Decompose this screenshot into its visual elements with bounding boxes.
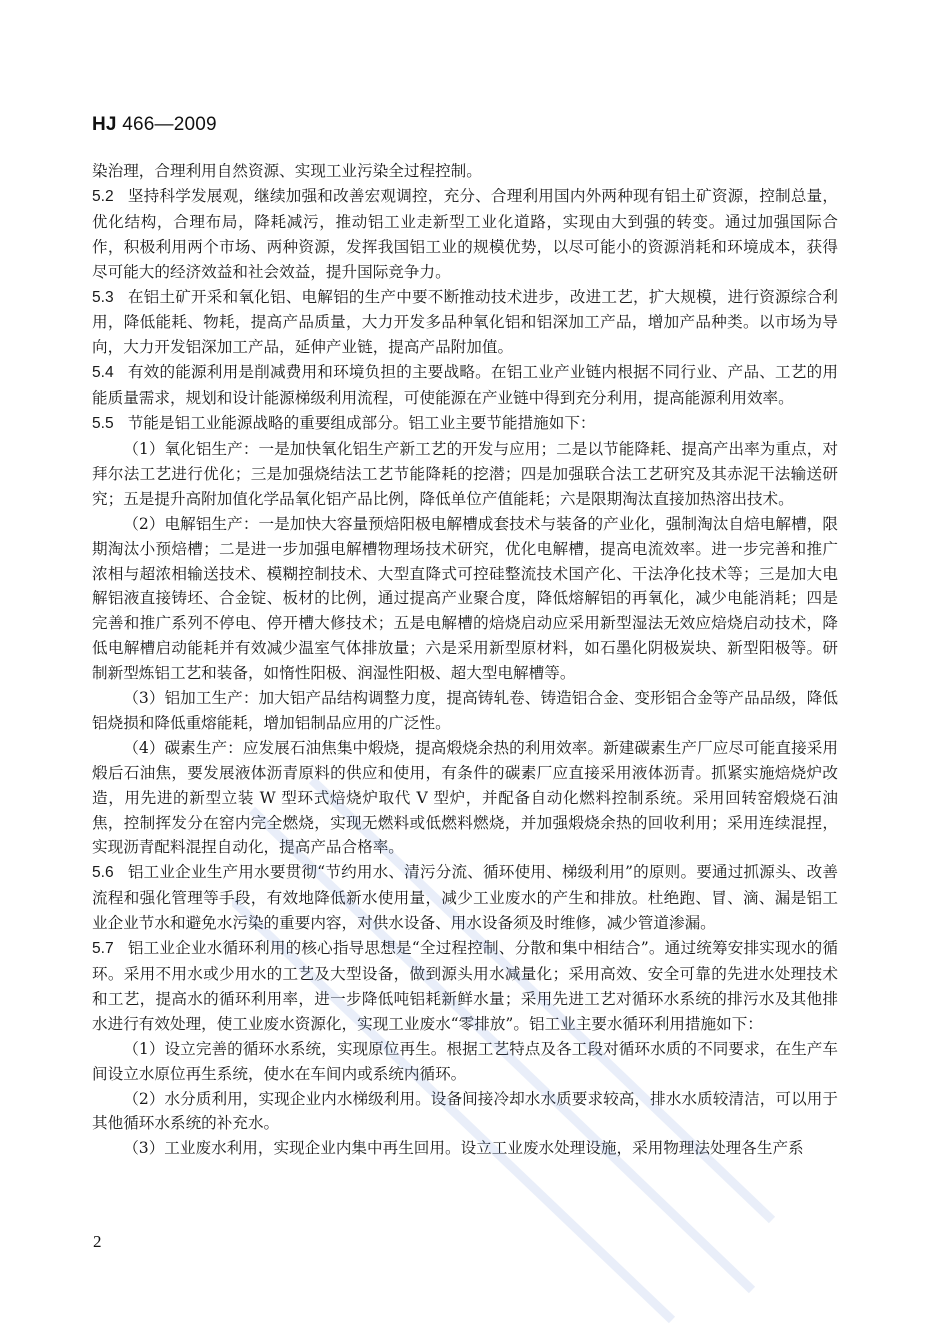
sub-item (92, 686, 838, 736)
paragraph-text: （1）氧化铝生产：一是加快氧化铝生产新工艺的开发与应用；二是以节能降耗、提高产出率为重点，对拜尔法工艺进行优化；三是加强烧结法工艺节能降耗的挖潜；四是加强联合法工艺研究及其赤泥干法输送研究；五是提升高附加值化学品氧化铝产品比例，降低单位产值能耗；六是限期淘汰直接加热溶出技术。 (92, 439, 838, 508)
clause-number: 5.6 (92, 864, 114, 882)
clause-number: 5.5 (92, 415, 114, 433)
sub-item (92, 512, 838, 686)
clause-number: 5.4 (92, 364, 114, 382)
paragraph-text: （3）工业废水利用，实现企业内集中再生回用。设立工业废水处理设施，采用物理法处理各生产系 (123, 1139, 804, 1158)
clause-number: 5.7 (92, 940, 114, 958)
sub-item (92, 736, 838, 861)
paragraph (92, 860, 838, 936)
paragraph-text: 节能是铝工业能源战略的重要组成部分。铝工业主要节能措施如下： (127, 414, 596, 433)
sub-item (92, 437, 838, 512)
paragraph (92, 285, 838, 361)
paragraph-text: （2）电解铝生产：一是加快大容量预焙阳极电解槽成套技术与装备的产业化，强制淘汰自焙电解槽，限期淘汰小预焙槽；二是进一步加强电解槽物理场技术研究，优化电解槽，提高电流效率。进一步完善和推广浓相与超浓相输送技术、模糊控制技术、大型直降式可控硅整流技术国产化、干法净化技术等；三是加大电解铝液直接铸坯、合金锭、板材的比例，通过提高产业聚合度，降低熔解铝的再氧化，减少电能消耗；四是完善和推广系列不停电、停开槽大修技术；五是电解槽的焙烧启动应采用新型湿法无效应焙烧启动技术，降低电解槽启动能耗并有效减少温室气体排放量；六是采用新型原材料，如石墨化阴极炭块、新型阳极等。研制新型炼铝工艺和装备，如惰性阳极、润湿性阳极、超大型电解槽等。 (92, 514, 838, 683)
paragraph-text: （1）设立完善的循环水系统，实现原位再生。根据工艺特点及各工段对循环水质的不同要求，在生产车间设立水原位再生系统，使水在车间内或系统内循环。 (92, 1039, 838, 1083)
paragraph-text: 坚持科学发展观，继续加强和改善宏观调控，充分、合理利用国内外两种现有铝土矿资源，控制总量，优化结构，合理布局，降耗减污，推动铝工业走新型工业化道路，实现由大到强的转变。通过加强国际合作，积极利用两个市场、两种资源，发挥我国铝工业的规模优势，以尽可能小的资源消耗和环境成本，获得尽可能大的经济效益和社会效益，提升国际竞争力。 (92, 186, 838, 281)
paragraph (92, 936, 838, 1037)
paragraph-text: （2）水分质利用，实现企业内水梯级利用。设备间接冷却水水质要求较高，排水水质较清洁，可以用于其他循环水系统的补充水。 (92, 1089, 838, 1133)
paragraph-text: （4）碳素生产：应发展石油焦集中煅烧，提高煅烧余热的利用效率。新建碳素生产厂应尽可能直接采用煅后石油焦，要发展液体沥青原料的供应和使用，有条件的碳素厂应直接采用液体沥青。抓紧实施焙烧炉改造，用先进的新型立装 W 型环式焙烧炉取代 V 型炉，并配备自动化燃料控制系统。采用回转窑煅烧石油焦，控制挥发分在窑内完全燃烧，实现无燃料或低燃料燃烧，并加强煅烧余热的回收利用；采用连续混捏，实现沥青配料混捏自动化，提高产品合格率。 (92, 738, 838, 857)
paragraph-text: （3）铝加工生产：加大铝产品结构调整力度，提高铸轧卷、铸造铝合金、变形铝合金等产品品级，降低铝烧损和降低重熔能耗，增加铝制品应用的广泛性。 (92, 689, 838, 732)
paragraph (92, 360, 838, 411)
page-number: 2 (93, 1232, 102, 1251)
paragraph-text: 铝工业企业水循环利用的核心指导思想是“全过程控制、分散和集中相结合”。通过统筹安排实现水的循环。采用不用水或少用水的工艺及大型设备，做到源头用水减量化；采用高效、安全可靠的先进水处理技术和工艺，提高水的循环利用率，进一步降低吨铝耗新鲜水量；采用先进工艺对循环水系统的排污水及其他排水进行有效处理，使工业废水资源化，实现工业废水“零排放”。铝工业主要水循环利用措施如下： (92, 939, 838, 1033)
clause-number: 5.3 (92, 288, 114, 306)
paragraph (92, 411, 838, 437)
sub-item (92, 1037, 838, 1087)
paragraph (92, 159, 838, 184)
paragraph-text: 铝工业企业生产用水要贯彻“节约用水、清污分流、循环使用、梯级利用”的原则。要通过抓源头、改善流程和强化管理等手段，有效地降低新水使用量，减少工业废水的产生和排放。杜绝跑、冒、滴、漏是铝工业企业节水和避免水污染的重要内容，对供水设备、用水设备须及时维修，减少管道渗漏。 (92, 863, 838, 933)
clause-number: 5.2 (92, 187, 114, 205)
paragraph-text: 有效的能源利用是削减费用和环境负担的主要战略。在铝工业产业链内根据不同行业、产品、工艺的用能质量需求，规划和设计能源梯级利用流程，可使能源在产业链中得到充分利用，提高能源利用效率。 (92, 363, 838, 408)
sub-item (92, 1136, 838, 1161)
standard-prefix: HJ (92, 114, 117, 135)
paragraph (92, 184, 838, 285)
standard-code-header (92, 114, 217, 136)
paragraph-text: 染治理，合理利用自然资源、实现工业污染全过程控制。 (92, 162, 482, 180)
sub-item (92, 1087, 838, 1137)
document-body (92, 159, 838, 1161)
standard-number: 466—2009 (122, 114, 217, 135)
paragraph-text: 在铝土矿开采和氧化铝、电解铝的生产中要不断推动技术进步，改进工艺，扩大规模，进行资源综合利用，降低能耗、物耗，提高产品质量，大力开发多品种氧化铝和铝深加工产品，增加产品种类。以市场为导向，大力开发铝深加工产品，延伸产业链，提高产品附加值。 (92, 287, 838, 357)
